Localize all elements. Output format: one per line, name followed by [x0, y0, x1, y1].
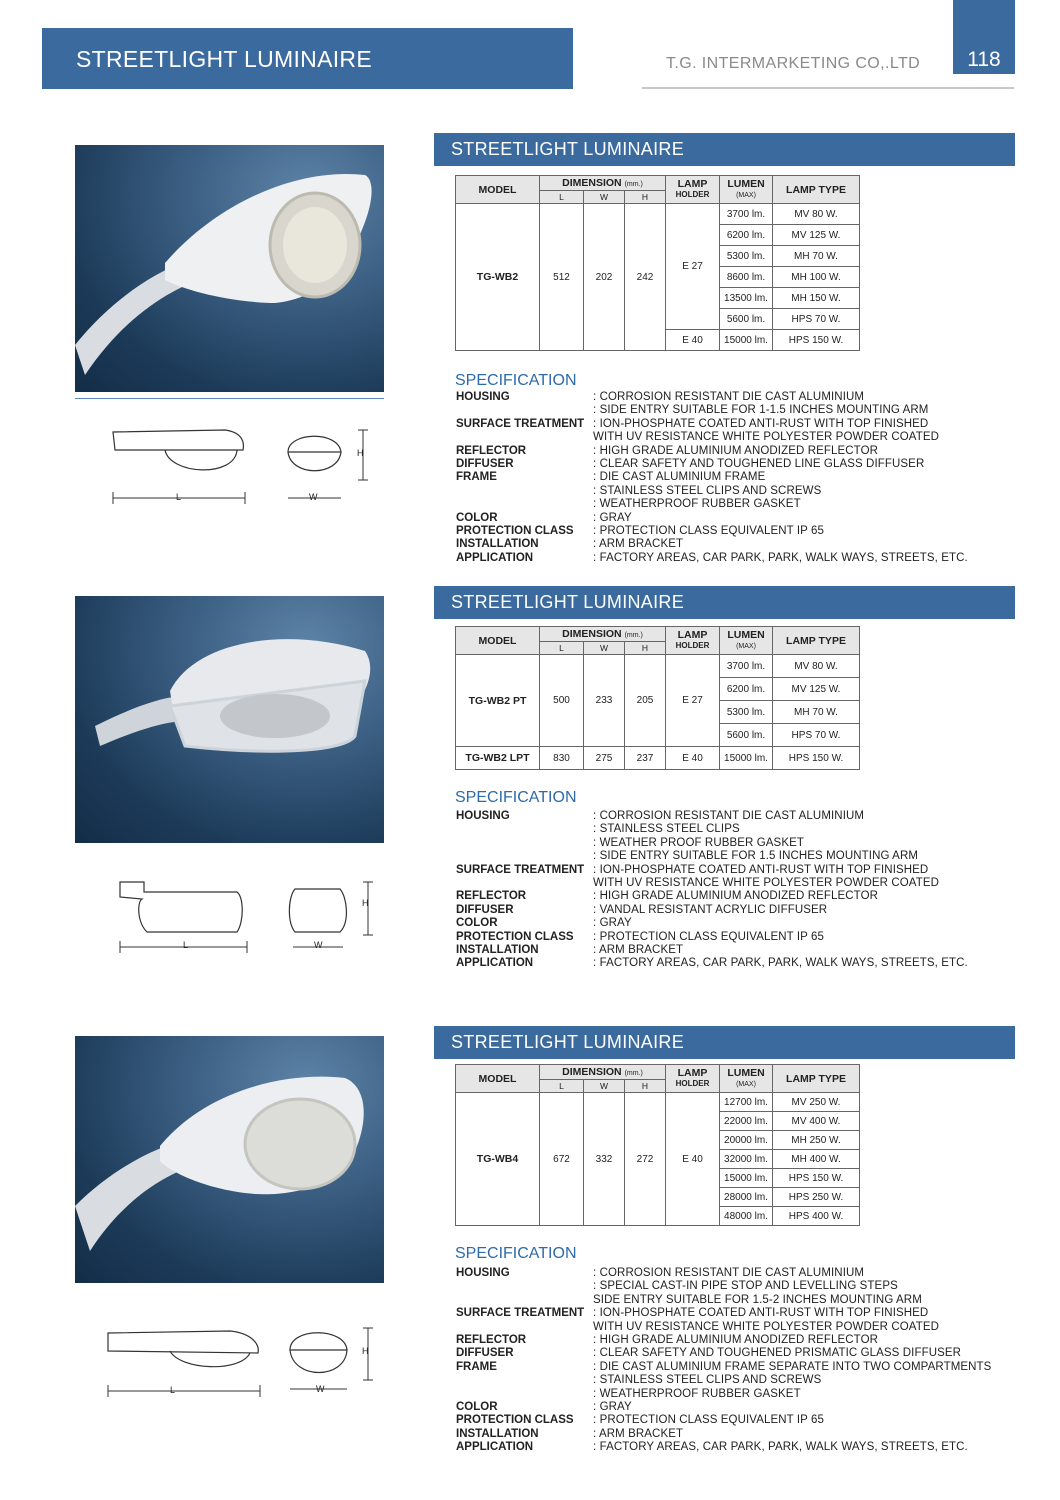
cell-lamp-type: MV 80 W. [773, 655, 860, 678]
col-header-lamp-type: LAMP TYPE [773, 1065, 860, 1093]
dim-label-w: W [314, 940, 323, 950]
cell-lumen: 5600 lm. [720, 309, 773, 330]
section-title-2: STREETLIGHT LUMINAIRE [434, 586, 1015, 619]
spec-value: : HIGH GRADE ALUMINIUM ANODIZED REFLECTOR [593, 444, 879, 457]
spec-value: : ARM BRACKET [593, 538, 684, 551]
col-header-lamp-holder: LAMP HOLDER [666, 1065, 720, 1093]
spec-table-3 [455, 1064, 860, 1226]
cell-h: 237 [625, 747, 666, 770]
col-header-lumen: LUMEN (MAX) [720, 176, 773, 204]
spec-value: : STAINLESS STEEL CLIPS AND SCREWS [593, 484, 822, 497]
cell-lamp-type: MH 100 W. [773, 267, 860, 288]
cell-holder: E 27 [666, 655, 720, 747]
side-view-drawing-3 [100, 1325, 270, 1405]
spec-key: HOUSING [456, 1267, 510, 1279]
cell-holder: E 40 [666, 747, 720, 770]
spec-value: : HIGH GRADE ALUMINIUM ANODIZED REFLECTOR [593, 1333, 879, 1346]
col-header-w: W [584, 191, 625, 204]
spec-table-2 [455, 626, 860, 770]
spec-value: : ARM BRACKET [593, 943, 684, 956]
cell-lumen: 3700 lm. [720, 204, 773, 225]
cell-lumen: 20000 lm. [720, 1131, 773, 1150]
cell-h: 242 [625, 204, 666, 351]
dim-label-l: L [176, 492, 182, 502]
cell-l: 512 [540, 204, 584, 351]
spec-value: : WEATHERPROOF RUBBER GASKET [593, 1387, 801, 1400]
cell-lamp-type: MH 150 W. [773, 288, 860, 309]
spec-value: : STAINLESS STEEL CLIPS [593, 823, 740, 836]
cell-lamp-type: HPS 400 W. [773, 1207, 860, 1226]
spec-key: COLOR [456, 917, 498, 930]
cell-holder: E 40 [666, 1093, 720, 1226]
front-view-drawing-2 [285, 877, 375, 957]
spec-value: : SIDE ENTRY SUITABLE FOR 1-1.5 INCHES MOUNTING ARM [593, 404, 929, 417]
spec-key: PROTECTION CLASS [456, 930, 574, 943]
spec-value: : CLEAR SAFETY AND TOUGHENED PRISMATIC GLASS DIFFUSER [593, 1347, 962, 1360]
spec-value: WITH UV RESISTANCE WHITE POLYESTER POWDER COATED [593, 1320, 939, 1333]
cell-lumen: 6200 lm. [720, 678, 773, 701]
spec-value: WITH UV RESISTANCE WHITE POLYESTER POWDER COATED [593, 876, 939, 889]
cell-lamp-type: HPS 250 W. [773, 1188, 860, 1207]
cell-lamp-type: HPS 70 W. [773, 724, 860, 747]
cell-h: 205 [625, 655, 666, 747]
spec-key: INSTALLATION [456, 1427, 539, 1440]
spec-key: INSTALLATION [456, 538, 539, 551]
col-header-w: W [584, 1080, 625, 1093]
dim-label-h: H [362, 1346, 369, 1356]
cell-lamp-type: HPS 70 W. [773, 309, 860, 330]
spec-value: : DIE CAST ALUMINIUM FRAME SEPARATE INTO TWO COMPARTMENTS [593, 1360, 992, 1373]
spec-key: DIFFUSER [456, 457, 514, 470]
cell-lamp-type: MH 400 W. [773, 1150, 860, 1169]
spec-key: SURFACE TREATMENT [456, 1307, 585, 1320]
col-header-lamp-holder: LAMP HOLDER [666, 176, 720, 204]
cell-model: TG-WB2 [456, 204, 540, 351]
dim-label-l: L [183, 940, 189, 950]
spec-key: APPLICATION [456, 551, 534, 564]
spec-value: WITH UV RESISTANCE WHITE POLYESTER POWDER COATED [593, 431, 939, 444]
col-header-model: MODEL [456, 627, 540, 655]
photo-divider [75, 398, 384, 399]
spec-value: : FACTORY AREAS, CAR PARK, PARK, WALK WAYS, STREETS, ETC. [593, 957, 968, 970]
cell-lumen: 5300 lm. [720, 246, 773, 267]
spec-value: : FACTORY AREAS, CAR PARK, PARK, WALK WAYS, STREETS, ETC. [593, 1441, 968, 1454]
spec-value: : WEATHER PROOF RUBBER GASKET [593, 836, 804, 849]
cell-lumen: 13500 lm. [720, 288, 773, 309]
col-header-h: H [625, 642, 666, 655]
spec-value: : ARM BRACKET [593, 1427, 684, 1440]
spec-value: SIDE ENTRY SUITABLE FOR 1.5-2 INCHES MOUNTING ARM [593, 1293, 922, 1306]
col-header-h: H [625, 1080, 666, 1093]
spec-value: : PROTECTION CLASS EQUIVALENT IP 65 [593, 930, 825, 943]
cell-lumen: 15000 lm. [720, 330, 773, 351]
col-header-l: L [540, 642, 584, 655]
spec-value: : PROTECTION CLASS EQUIVALENT IP 65 [593, 524, 825, 537]
cell-lamp-type: HPS 150 W. [773, 747, 860, 770]
cell-lamp-type: MH 70 W. [773, 246, 860, 267]
cell-l: 672 [540, 1093, 584, 1226]
spec-key: PROTECTION CLASS [456, 524, 574, 537]
product-photo-tg-wb2-pt [75, 596, 384, 843]
cell-lumen: 3700 lm. [720, 655, 773, 678]
spec-key: INSTALLATION [456, 943, 539, 956]
cell-model: TG-WB2 LPT [456, 747, 540, 770]
cell-lumen: 28000 lm. [720, 1188, 773, 1207]
cell-l: 500 [540, 655, 584, 747]
col-header-lumen: LUMEN (MAX) [720, 1065, 773, 1093]
cell-lumen: 15000 lm. [720, 747, 773, 770]
cell-lumen: 22000 lm. [720, 1112, 773, 1131]
dim-label-h: H [362, 898, 369, 908]
spec-key: SURFACE TREATMENT [456, 417, 585, 430]
dim-label-w: W [309, 492, 318, 502]
cell-holder: E 40 [666, 330, 720, 351]
spec-heading-2: SPECIFICATION [455, 789, 577, 806]
cell-lamp-type: HPS 150 W. [773, 1169, 860, 1188]
col-header-h: H [625, 191, 666, 204]
cell-w: 332 [584, 1093, 625, 1226]
cell-w: 202 [584, 204, 625, 351]
spec-key: FRAME [456, 1360, 497, 1373]
spec-key: FRAME [456, 471, 497, 484]
cell-lumen: 5600 lm. [720, 724, 773, 747]
spec-value: : STAINLESS STEEL CLIPS AND SCREWS [593, 1374, 822, 1387]
col-header-lamp-type: LAMP TYPE [773, 627, 860, 655]
cell-w: 233 [584, 655, 625, 747]
cell-lumen: 48000 lm. [720, 1207, 773, 1226]
front-view-drawing [283, 422, 373, 507]
cell-lamp-type: MH 70 W. [773, 701, 860, 724]
cell-holder: E 27 [666, 204, 720, 330]
spec-value: : HIGH GRADE ALUMINIUM ANODIZED REFLECTOR [593, 890, 879, 903]
spec-table-1 [455, 175, 860, 351]
spec-value: : PROTECTION CLASS EQUIVALENT IP 65 [593, 1414, 825, 1427]
cell-lumen: 12700 lm. [720, 1093, 773, 1112]
col-header-model: MODEL [456, 176, 540, 204]
spec-value: : CLEAR SAFETY AND TOUGHENED LINE GLASS DIFFUSER [593, 457, 925, 470]
spec-value: : CORROSION RESISTANT DIE CAST ALUMINIUM [593, 1267, 865, 1279]
spec-key: DIFFUSER [456, 903, 514, 916]
col-header-dimension: DIMENSION (mm.) [540, 176, 666, 191]
spec-heading-3: SPECIFICATION [455, 1245, 577, 1262]
spec-key: SURFACE TREATMENT [456, 863, 585, 876]
product-photo-tg-wb4 [75, 1036, 384, 1283]
spec-value: : CORROSION RESISTANT DIE CAST ALUMINIUM [593, 810, 865, 822]
spec-key: HOUSING [456, 810, 510, 822]
spec-value: : GRAY [593, 1400, 632, 1413]
product-photo-tg-wb2 [75, 145, 384, 392]
spec-key: APPLICATION [456, 1441, 534, 1454]
col-header-dimension: DIMENSION (mm.) [540, 1065, 666, 1080]
cell-l: 830 [540, 747, 584, 770]
cell-lumen: 6200 lm. [720, 225, 773, 246]
col-header-lamp-holder: LAMP HOLDER [666, 627, 720, 655]
company-name: T.G. INTERMARKETING CO,.LTD [666, 55, 921, 72]
cell-lumen: 15000 lm. [720, 1169, 773, 1188]
spec-value: : FACTORY AREAS, CAR PARK, PARK, WALK WAYS, STREETS, ETC. [593, 551, 968, 564]
cell-lamp-type: HPS 150 W. [773, 330, 860, 351]
col-header-lumen: LUMEN (MAX) [720, 627, 773, 655]
spec-key: PROTECTION CLASS [456, 1414, 574, 1427]
spec-value: : ION-PHOSPHATE COATED ANTI-RUST WITH TOP FINISHED [593, 863, 929, 876]
col-header-model: MODEL [456, 1065, 540, 1093]
cell-lamp-type: MV 250 W. [773, 1093, 860, 1112]
cell-lamp-type: MV 80 W. [773, 204, 860, 225]
page-number: 118 [967, 48, 1001, 71]
spec-value: : CORROSION RESISTANT DIE CAST ALUMINIUM [593, 391, 865, 403]
spec-value: : DIE CAST ALUMINIUM FRAME [593, 471, 766, 484]
col-header-l: L [540, 1080, 584, 1093]
front-view-drawing-3 [285, 1325, 375, 1405]
col-header-dimension: DIMENSION (mm.) [540, 627, 666, 642]
page-title: STREETLIGHT LUMINAIRE [76, 46, 372, 72]
spec-key: APPLICATION [456, 957, 534, 970]
cell-lamp-type: MV 125 W. [773, 225, 860, 246]
cell-model: TG-WB2 PT [456, 655, 540, 747]
header-rule [642, 87, 1014, 89]
spec-value: : WEATHERPROOF RUBBER GASKET [593, 498, 801, 511]
section-title-3: STREETLIGHT LUMINAIRE [434, 1026, 1015, 1059]
cell-lamp-type: MV 125 W. [773, 678, 860, 701]
spec-value: : SPECIAL CAST-IN PIPE STOP AND LEVELLING STEPS [593, 1280, 898, 1293]
spec-value: : VANDAL RESISTANT ACRYLIC DIFFUSER [593, 903, 828, 916]
cell-lumen: 8600 lm. [720, 267, 773, 288]
cell-w: 275 [584, 747, 625, 770]
dim-label-l: L [170, 1385, 176, 1395]
cell-model: TG-WB4 [456, 1093, 540, 1226]
cell-lumen: 5300 lm. [720, 701, 773, 724]
cell-h: 272 [625, 1093, 666, 1226]
col-header-w: W [584, 642, 625, 655]
spec-heading-1: SPECIFICATION [455, 372, 577, 389]
col-header-lamp-type: LAMP TYPE [773, 176, 860, 204]
col-header-l: L [540, 191, 584, 204]
spec-key: REFLECTOR [456, 890, 527, 903]
cell-lumen: 32000 lm. [720, 1150, 773, 1169]
spec-value: : ION-PHOSPHATE COATED ANTI-RUST WITH TOP FINISHED [593, 417, 929, 430]
cell-lamp-type: MV 400 W. [773, 1112, 860, 1131]
spec-key: HOUSING [456, 391, 510, 403]
dim-label-w: W [316, 1384, 325, 1394]
spec-value: : GRAY [593, 511, 632, 524]
spec-value: : SIDE ENTRY SUITABLE FOR 1.5 INCHES MOUNTING ARM [593, 850, 919, 863]
section-title-1: STREETLIGHT LUMINAIRE [434, 133, 1015, 166]
spec-key: REFLECTOR [456, 444, 527, 457]
spec-key: REFLECTOR [456, 1333, 527, 1346]
cell-lamp-type: MH 250 W. [773, 1131, 860, 1150]
spec-key: DIFFUSER [456, 1347, 514, 1360]
dim-label-h: H [357, 448, 364, 458]
spec-value: : ION-PHOSPHATE COATED ANTI-RUST WITH TOP FINISHED [593, 1307, 929, 1320]
spec-key: COLOR [456, 1400, 498, 1413]
spec-key: COLOR [456, 511, 498, 524]
spec-value: : GRAY [593, 917, 632, 930]
